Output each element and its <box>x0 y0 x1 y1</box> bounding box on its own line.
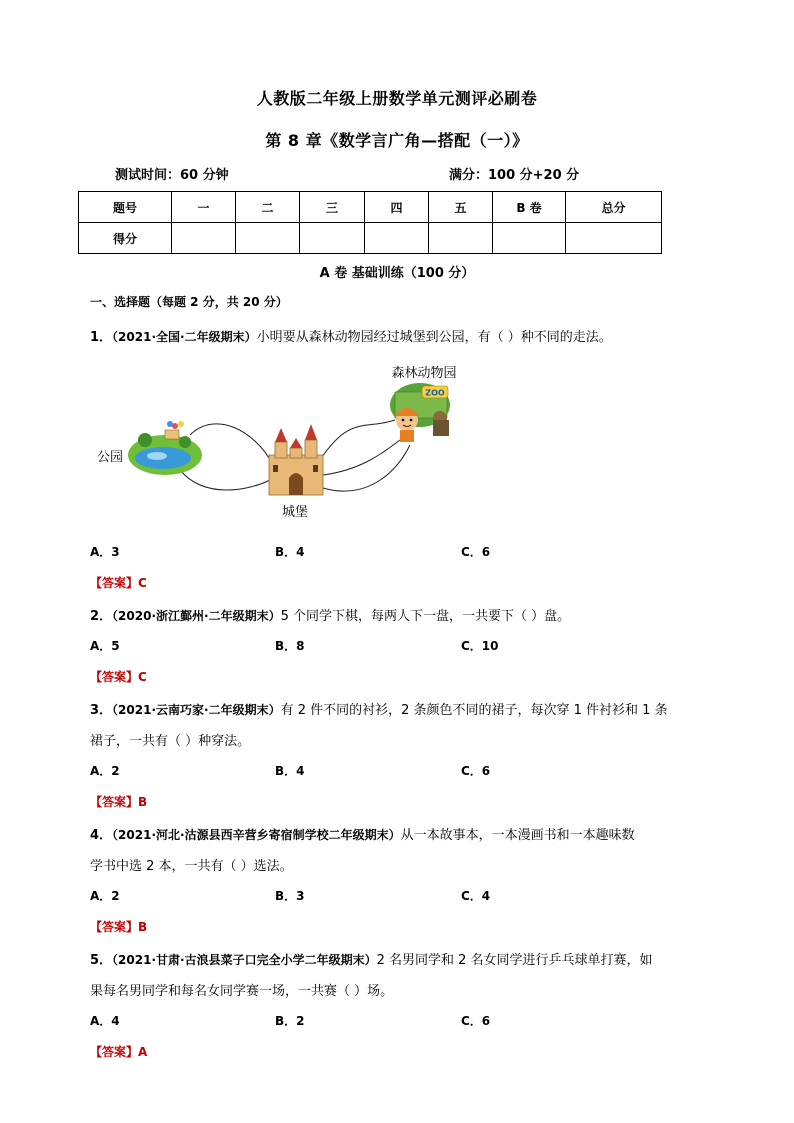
path-castle-zoo-1 <box>320 420 395 460</box>
table-cell: B 卷 <box>493 192 566 223</box>
question-number: 2． <box>90 609 113 624</box>
castle-illustration <box>269 424 323 495</box>
question-4 <box>90 824 635 843</box>
table-cell: 四 <box>365 192 429 223</box>
option-b[interactable]: B．4 <box>275 545 305 559</box>
page-title: 人教版二年级上册数学单元测评必刷卷 <box>256 89 538 108</box>
castle-label: 城堡 <box>281 505 309 520</box>
option-b[interactable]: B．4 <box>275 764 305 778</box>
zoo-label: 森林动物园 <box>391 366 457 381</box>
question-text-line2: 裙子，一共有（ ）种穿法。 <box>90 734 251 749</box>
question-text: 从一本故事本，一本漫画书和一本趣味数 <box>400 828 635 843</box>
table-cell: 题号 <box>79 192 172 223</box>
score-input-cell[interactable] <box>365 223 429 254</box>
path-park-castle-2 <box>180 470 270 490</box>
score-input-cell[interactable] <box>300 223 365 254</box>
score-input-cell[interactable] <box>236 223 300 254</box>
option-c[interactable]: C．4 <box>461 889 491 903</box>
option-a[interactable]: A．3 <box>90 545 120 559</box>
park-illustration <box>128 421 202 475</box>
question-text: 有 2 件不同的衬衫，2 条颜色不同的裙子，每次穿 1 件衬衫和 1 条 <box>280 703 668 718</box>
question-number: 5． <box>90 953 113 968</box>
option-b[interactable]: B．2 <box>275 1014 305 1028</box>
score-input-cell[interactable] <box>493 223 566 254</box>
table-cell: 总分 <box>566 192 662 223</box>
table-cell: 二 <box>236 192 300 223</box>
route-figure <box>95 360 475 520</box>
question-text: 小明要从森林动物园经过城堡到公园，有（ ）种不同的走法。 <box>256 330 612 345</box>
question-number: 1． <box>90 330 113 345</box>
question-number: 4． <box>90 828 113 843</box>
score-input-cell[interactable] <box>172 223 236 254</box>
path-castle-zoo-3 <box>323 445 410 491</box>
table-cell: 得分 <box>79 223 172 254</box>
score-input-cell[interactable] <box>429 223 493 254</box>
option-a[interactable]: A．2 <box>90 889 120 903</box>
section-a-heading: A 卷 基础训练（100 分） <box>319 266 475 281</box>
score-table <box>78 191 662 254</box>
option-c[interactable]: C．6 <box>461 1014 491 1028</box>
option-c[interactable]: C．6 <box>461 764 491 778</box>
question-3 <box>90 699 668 718</box>
zoo-sign: ZOO <box>425 388 445 398</box>
option-c[interactable]: C．10 <box>461 639 499 653</box>
answer: 【答案】A <box>90 1045 148 1059</box>
park-label: 公园 <box>97 450 124 465</box>
question-source: （2021·河北·沽源县西辛营乡寄宿制学校二年级期末） <box>112 828 401 842</box>
question-1 <box>90 326 612 345</box>
test-time: 测试时间：60 分钟 <box>115 168 229 183</box>
question-5 <box>90 949 653 968</box>
question-text: 5 个同学下棋，每两人下一盘，一共要下（ ）盘。 <box>280 609 571 624</box>
option-a[interactable]: A．4 <box>90 1014 120 1028</box>
full-score: 满分：100 分+20 分 <box>449 168 580 183</box>
question-source: （2020·浙江鄞州·二年级期末） <box>112 609 281 623</box>
chapter-title: 第 8 章《数学言广角—搭配（一）》 <box>265 131 529 150</box>
question-text-line2: 果每名男同学和每名女同学赛一场，一共赛（ ）场。 <box>90 984 394 999</box>
question-source: （2021·甘肃·古浪县菜子口完全小学二年级期末） <box>112 953 377 967</box>
score-input-cell[interactable] <box>566 223 662 254</box>
zoo-illustration <box>390 383 450 442</box>
question-2 <box>90 605 570 624</box>
table-cell: 三 <box>300 192 365 223</box>
question-text-line2: 学书中选 2 本，一共有（ ）选法。 <box>90 859 293 874</box>
answer: 【答案】B <box>90 920 148 934</box>
table-cell: 一 <box>172 192 236 223</box>
question-text: 2 名男同学和 2 名女同学进行乒乓球单打赛，如 <box>376 953 653 968</box>
score-table-score-row <box>79 223 662 254</box>
table-cell: 五 <box>429 192 493 223</box>
part1-heading: 一、选择题（每题 2 分，共 20 分） <box>90 295 288 309</box>
path-castle-zoo-2 <box>323 440 400 475</box>
score-table-header-row <box>79 192 662 223</box>
answer: 【答案】B <box>90 795 148 809</box>
answer: 【答案】C <box>90 670 147 684</box>
option-b[interactable]: B．3 <box>275 889 305 903</box>
option-c[interactable]: C．6 <box>461 545 491 559</box>
option-a[interactable]: A．5 <box>90 639 120 653</box>
question-source: （2021·全国·二年级期末） <box>112 330 257 344</box>
option-a[interactable]: A．2 <box>90 764 120 778</box>
option-b[interactable]: B．8 <box>275 639 305 653</box>
question-source: （2021·云南巧家·二年级期末） <box>112 703 281 717</box>
answer: 【答案】C <box>90 576 147 590</box>
path-park-castle-1 <box>190 424 273 465</box>
question-number: 3． <box>90 703 113 718</box>
